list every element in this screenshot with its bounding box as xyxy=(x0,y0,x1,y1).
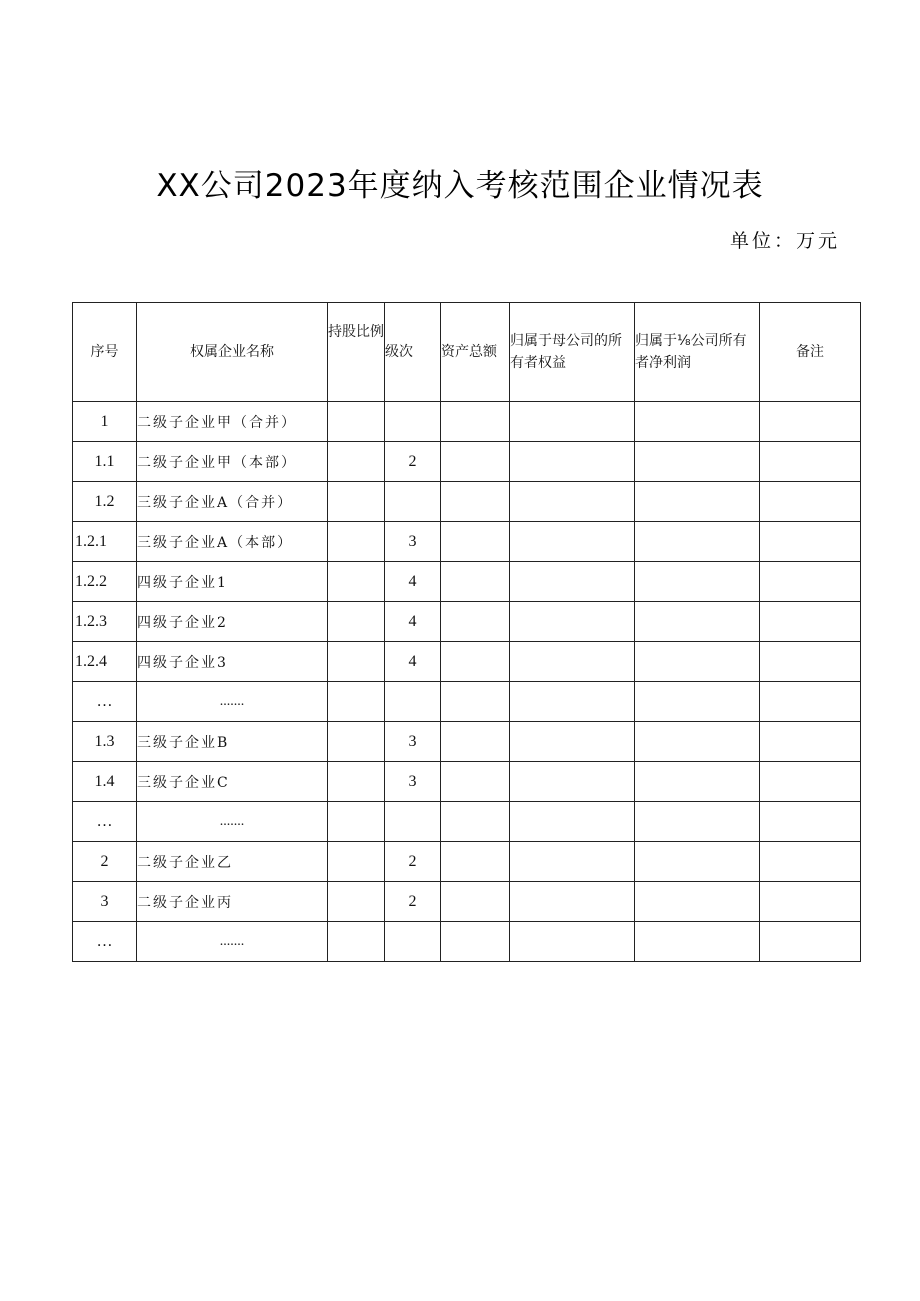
header-no: 序号 xyxy=(73,303,137,402)
cell-remark xyxy=(760,482,861,522)
header-name: 权属企业名称 xyxy=(137,303,328,402)
cell-assets xyxy=(441,922,510,962)
header-level: 级次 xyxy=(385,303,441,402)
table-row xyxy=(73,682,861,722)
table-row xyxy=(73,602,861,642)
table-body xyxy=(73,402,861,962)
cell-level xyxy=(385,482,441,522)
cell-remark xyxy=(760,522,861,562)
cell-remark xyxy=(760,762,861,802)
cell-share xyxy=(328,682,385,722)
table-header-row xyxy=(73,303,861,402)
cell-profit xyxy=(635,402,760,442)
cell-profit xyxy=(635,762,760,802)
table-row xyxy=(73,802,861,842)
cell-remark xyxy=(760,682,861,722)
cell-share xyxy=(328,562,385,602)
cell-no: 1 xyxy=(73,402,137,442)
cell-name: ....... xyxy=(137,682,328,722)
table-row xyxy=(73,402,861,442)
cell-no: … xyxy=(73,922,137,962)
cell-share xyxy=(328,442,385,482)
cell-share xyxy=(328,802,385,842)
cell-assets xyxy=(441,642,510,682)
cell-share xyxy=(328,482,385,522)
cell-name: 二级子企业丙 xyxy=(137,882,328,922)
cell-remark xyxy=(760,602,861,642)
cell-share xyxy=(328,722,385,762)
cell-name: 四级子企业1 xyxy=(137,562,328,602)
cell-remark xyxy=(760,882,861,922)
cell-share xyxy=(328,762,385,802)
cell-profit xyxy=(635,482,760,522)
cell-no: … xyxy=(73,682,137,722)
cell-assets xyxy=(441,762,510,802)
cell-level: 4 xyxy=(385,642,441,682)
cell-share xyxy=(328,602,385,642)
cell-level: 3 xyxy=(385,762,441,802)
cell-no: 1.2.3 xyxy=(73,602,137,642)
cell-no: 1.2 xyxy=(73,482,137,522)
cell-profit xyxy=(635,682,760,722)
cell-profit xyxy=(635,442,760,482)
cell-equity xyxy=(510,842,635,882)
header-assets: 资产总额 xyxy=(441,303,510,402)
cell-profit xyxy=(635,602,760,642)
cell-no: 1.3 xyxy=(73,722,137,762)
cell-no: 1.2.2 xyxy=(73,562,137,602)
cell-level: 2 xyxy=(385,882,441,922)
header-profit: 归属于⅛公司所有者净利润 xyxy=(635,303,760,402)
unit-label: 单位：万元 xyxy=(729,230,840,252)
cell-level: 2 xyxy=(385,842,441,882)
cell-share xyxy=(328,522,385,562)
cell-assets xyxy=(441,522,510,562)
cell-remark xyxy=(760,802,861,842)
table-row xyxy=(73,722,861,762)
cell-assets xyxy=(441,842,510,882)
cell-assets xyxy=(441,442,510,482)
cell-no: 1.4 xyxy=(73,762,137,802)
cell-assets xyxy=(441,802,510,842)
table-row xyxy=(73,522,861,562)
cell-no: 2 xyxy=(73,842,137,882)
cell-profit xyxy=(635,922,760,962)
cell-name: 二级子企业乙 xyxy=(137,842,328,882)
cell-profit xyxy=(635,842,760,882)
table-row xyxy=(73,642,861,682)
cell-level: 4 xyxy=(385,562,441,602)
cell-remark xyxy=(760,642,861,682)
cell-name: 三级子企业B xyxy=(137,722,328,762)
cell-no: 1.1 xyxy=(73,442,137,482)
cell-name: 三级子企业A（合并） xyxy=(137,482,328,522)
cell-level: 4 xyxy=(385,602,441,642)
cell-assets xyxy=(441,882,510,922)
cell-level: 3 xyxy=(385,722,441,762)
cell-level: 3 xyxy=(385,522,441,562)
table-row xyxy=(73,442,861,482)
cell-equity xyxy=(510,562,635,602)
cell-equity xyxy=(510,802,635,842)
cell-remark xyxy=(760,922,861,962)
cell-level: 2 xyxy=(385,442,441,482)
cell-profit xyxy=(635,522,760,562)
cell-level xyxy=(385,682,441,722)
cell-remark xyxy=(760,842,861,882)
cell-name: 三级子企业C xyxy=(137,762,328,802)
page-title: XX公司2023年度纳入考核范围企业情况表 xyxy=(156,168,764,204)
cell-name: ....... xyxy=(137,802,328,842)
cell-equity xyxy=(510,762,635,802)
cell-equity xyxy=(510,442,635,482)
cell-profit xyxy=(635,882,760,922)
cell-profit xyxy=(635,722,760,762)
cell-equity xyxy=(510,642,635,682)
cell-equity xyxy=(510,402,635,442)
cell-no: 1.2.1 xyxy=(73,522,137,562)
cell-assets xyxy=(441,682,510,722)
cell-name: 三级子企业A（本部） xyxy=(137,522,328,562)
cell-level xyxy=(385,402,441,442)
cell-name: 二级子企业甲（本部） xyxy=(137,442,328,482)
table-row xyxy=(73,562,861,602)
cell-level xyxy=(385,922,441,962)
header-share: 持股比例 xyxy=(328,303,385,402)
cell-share xyxy=(328,402,385,442)
cell-assets xyxy=(441,602,510,642)
cell-share xyxy=(328,882,385,922)
cell-equity xyxy=(510,882,635,922)
cell-share xyxy=(328,922,385,962)
cell-assets xyxy=(441,722,510,762)
cell-name: 二级子企业甲（合并） xyxy=(137,402,328,442)
cell-profit xyxy=(635,802,760,842)
cell-assets xyxy=(441,562,510,602)
cell-no: 3 xyxy=(73,882,137,922)
cell-name: 四级子企业3 xyxy=(137,642,328,682)
cell-name: ....... xyxy=(137,922,328,962)
cell-equity xyxy=(510,922,635,962)
table-row xyxy=(73,482,861,522)
cell-no: … xyxy=(73,802,137,842)
cell-share xyxy=(328,842,385,882)
header-remark: 备注 xyxy=(760,303,861,402)
cell-assets xyxy=(441,402,510,442)
cell-remark xyxy=(760,722,861,762)
cell-share xyxy=(328,642,385,682)
table-row xyxy=(73,882,861,922)
header-equity: 归属于母公司的所有者权益 xyxy=(510,303,635,402)
cell-remark xyxy=(760,402,861,442)
cell-name: 四级子企业2 xyxy=(137,602,328,642)
cell-level xyxy=(385,802,441,842)
cell-equity xyxy=(510,482,635,522)
cell-equity xyxy=(510,722,635,762)
cell-equity xyxy=(510,682,635,722)
cell-no: 1.2.4 xyxy=(73,642,137,682)
table-row xyxy=(73,922,861,962)
cell-profit xyxy=(635,642,760,682)
table-row xyxy=(73,762,861,802)
table-row xyxy=(73,842,861,882)
cell-remark xyxy=(760,562,861,602)
enterprise-table xyxy=(72,302,861,962)
cell-profit xyxy=(635,562,760,602)
cell-assets xyxy=(441,482,510,522)
cell-equity xyxy=(510,522,635,562)
cell-remark xyxy=(760,442,861,482)
cell-equity xyxy=(510,602,635,642)
